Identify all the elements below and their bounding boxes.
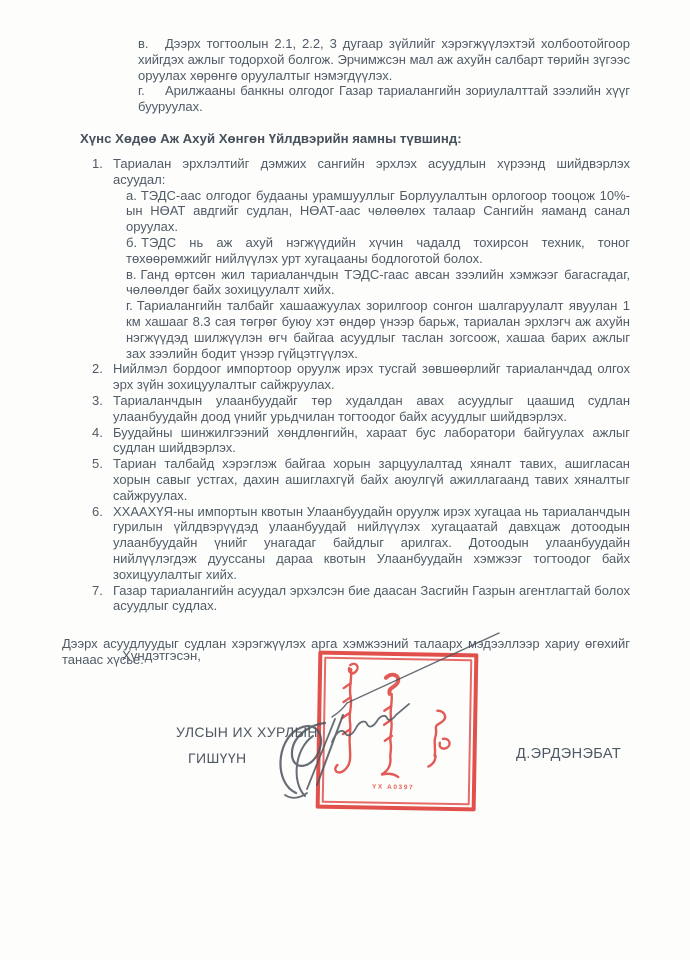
item-text: Тариан талбайд хэрэглэж байгаа хорын зарцуулалтад хяналт тавих, ашигласан хорын савыг устгах, дахин ашиглахгүй байх аюулгүй ажиллагаанд тавих хяналтыг сайжруулах. bbox=[113, 456, 630, 503]
item-number: 7. bbox=[92, 582, 103, 598]
paragraph-text: Дээрх тогтоолын 2.1, 2.2, 3 дугаар зүйлийг хэрэгжүүлэхтэй холбоотойгоор хийгдэх ажлыг тодорхой болгож. Эрчимжсэн мал аж ахуйн салбарт төрийн зүгээс оруулах хөрөнгө оруулалтыг нэмэгдүүлэх. bbox=[138, 36, 630, 83]
sub-item-text: Тариалангийн талбайг хашаажуулах зорилгоор сонгон шалгаруулалт явуулан 1 км хашааг 8.3 сая төгрөг буюу хэт өндөр үнээр барьж, тариалан эрхлэгч аж ахуйн нэгжүүдэд шилжүүлэн өгч байгаа асуудлыг таслан зогсоож, хашаа барих ажлыг зах зээлийн бодит үнээр гүйцэтгүүлэх. bbox=[126, 298, 630, 361]
sub-item bbox=[126, 235, 630, 267]
item-number: 6. bbox=[92, 503, 103, 519]
item-number: 3. bbox=[92, 392, 103, 408]
sub-item bbox=[126, 267, 630, 299]
sub-item-label: а. bbox=[126, 187, 137, 203]
signer-name: Д.ЭРДЭНЭБАТ bbox=[516, 746, 622, 762]
list-item bbox=[92, 425, 630, 457]
sub-item-text: ТЭДС нь аж ахуй нэгжүүдийн хүчин чадалд тохирсон техник, тоног төхөөрөмжийг нийлүүлэх урт хугацааны бодлоготой болох. bbox=[126, 234, 630, 266]
closing-paragraph: Дээрх асуудлуудыг судлан хэрэгжүүлэх арга хэмжээний талаарх мэдээллээр хариу өгөхийг танаас хүсье. bbox=[62, 636, 630, 667]
signer-title-line1: УЛСЫН ИХ ХУРЛЫН bbox=[176, 724, 318, 740]
item-text: ХХААХҮЯ-ны импортын квотын Улаанбуудайн оруулж ирэх хугацаа нь тариаланчдын гурилын үйлдвэрүүдэд улаанбуудай нийлүүлэх хугацаатай давхцаж дотоодын улаанбуудайн үнийг унагадаг байдлыг арилгах. Дотоодын улаанбуудайн нийлүүлэгдэж дууссаны дараа квотын Улаанбуудайн хэмжээг тогтоодог байх зохицуулалтыг хийх. bbox=[113, 503, 630, 582]
list-item bbox=[92, 504, 630, 583]
intro-paragraph bbox=[138, 36, 630, 83]
sub-item bbox=[126, 298, 630, 361]
sub-item-label: б. bbox=[126, 234, 138, 250]
salutation: Хүндэтгэсэн, bbox=[122, 648, 201, 663]
sub-item-text: Ганд өртсөн жил тариаланчдын ТЭДС-гаас авсан зээлийн хэмжээг багасгадаг, чөлөөлдөг байх зохицуулалт хийх. bbox=[126, 266, 630, 298]
list-item bbox=[92, 361, 630, 393]
intro-paragraph bbox=[138, 83, 630, 115]
paragraph-label: г. bbox=[138, 83, 145, 99]
numbered-list bbox=[92, 156, 630, 614]
item-number: 4. bbox=[92, 424, 103, 440]
item-number: 1. bbox=[92, 155, 103, 171]
list-item bbox=[92, 583, 630, 615]
paragraph-label: в. bbox=[138, 36, 149, 51]
stamp-code: YX A0397 bbox=[371, 783, 415, 792]
sub-item-label: г. bbox=[126, 298, 133, 314]
item-text: Нийлмэл бордоог импортоор оруулж ирэх тусгай зөвшөөрлийг тариаланчдад олгох эрх зүйн зохицуулалтыг сайжруулах. bbox=[113, 361, 630, 393]
sub-item-text: ТЭДС-аас олгодог будааны урамшууллыг Борлуулалтын орлогоор тооцож 10%-ын НӨАТ авдгийг судлан, НӨАТ-аас чөлөөлөх талаар Сангийн яаманд санал оруулах. bbox=[126, 187, 630, 235]
signature bbox=[255, 615, 515, 815]
item-text: Буудайны шинжилгээний хөндлөнгийн, хараат бус лаборатори байгуулах ажлыг судлан шийдвэрлэх. bbox=[113, 424, 630, 456]
paragraph-text: Арилжааны банкны олгодог Газар тариалангийн зориулалттай зээлийн хүүг бууруулах. bbox=[138, 83, 630, 115]
list-item bbox=[92, 393, 630, 425]
item-number: 5. bbox=[92, 456, 103, 472]
sub-items bbox=[113, 188, 630, 362]
item-number: 2. bbox=[92, 361, 103, 377]
section-heading: Хүнс Хөдөө Аж Ахуй Хөнгөн Үйлдвэрийн яамны түвшинд: bbox=[80, 130, 462, 146]
item-text: Тариаланчдын улаанбуудайг төр худалдан авах асуудлыг цаашид судлан улаанбуудайн доод үнийг урьдчилан тогтоодог байх асуудлыг шийдвэрлэх. bbox=[113, 392, 630, 424]
item-text: Газар тариалангийн асуудал эрхэлсэн бие даасан Засгийн Газрын агентлагтай болох асуудлыг судлах. bbox=[113, 582, 630, 614]
sub-item-label: в. bbox=[126, 266, 137, 282]
signer-title-line2: ГИШҮҮН bbox=[188, 750, 247, 766]
item-text: Тариалан эрхлэлтийг дэмжих сангийн эрхлэх асуудлын хүрээнд шийдвэрлэх асуудал: bbox=[113, 155, 630, 187]
sub-item bbox=[126, 188, 630, 235]
list-item bbox=[92, 456, 630, 503]
list-item bbox=[92, 156, 630, 361]
intro-paragraphs bbox=[138, 36, 630, 115]
